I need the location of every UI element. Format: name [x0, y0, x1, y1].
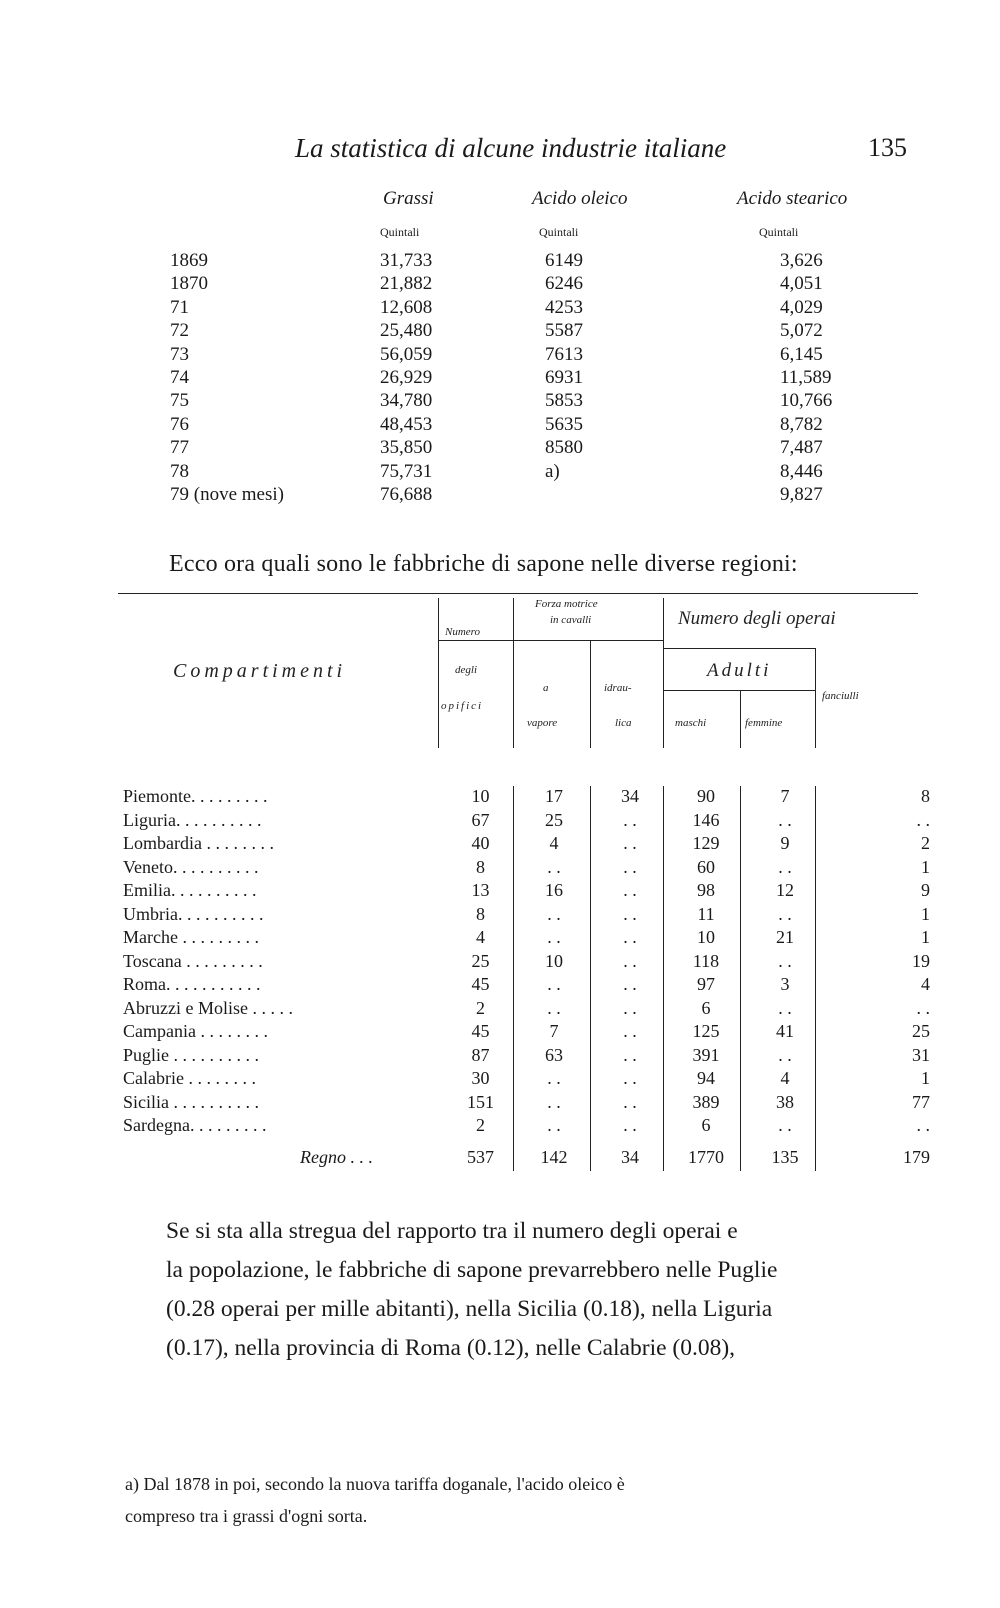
maschi-cell: 146: [692, 809, 720, 830]
grassi-cell: 76,688: [380, 484, 433, 505]
header-forza-2: in cavalli: [550, 614, 592, 626]
table2-vrule: [513, 598, 514, 748]
stearico-cell: 11,589: [780, 367, 832, 388]
grassi-cell: 34,780: [380, 390, 433, 412]
idraulica-cell: . .: [623, 903, 637, 924]
opifici-cell: 4: [476, 927, 485, 947]
maschi-cell: 129: [692, 833, 720, 853]
idraulica-cell: . .: [623, 809, 637, 830]
fanciulli-cell: 2: [921, 833, 930, 853]
year-cell: 77: [170, 437, 189, 459]
maschi-cell: 6: [701, 997, 711, 1018]
oleico-cell: 4253: [545, 296, 583, 318]
femmine-cell: . .: [778, 997, 792, 1018]
grassi-cell: 35,850: [380, 437, 433, 459]
vapore-cell: . .: [547, 903, 561, 924]
table2-row: [0, 857, 1000, 881]
vapore-cell: . .: [547, 1115, 561, 1135]
table2-rule: [663, 648, 815, 649]
table2-row: [0, 880, 1000, 904]
vapore-cell: . .: [547, 856, 561, 877]
table2-body-vrule: [663, 786, 664, 1171]
region-name: Sicilia . . . . . . . . . .: [123, 1091, 259, 1112]
table2-row: [0, 1021, 1000, 1045]
opifici-cell: 25: [471, 950, 490, 971]
header-forza-1: Forza motrice: [535, 598, 598, 610]
region-name: Puglie . . . . . . . . . .: [123, 1044, 260, 1065]
year-cell: 76: [170, 413, 189, 435]
maschi-cell: 6: [701, 1115, 711, 1135]
table2-row: [0, 833, 1000, 857]
year-cell: 72: [170, 320, 189, 342]
header-femmine: femmine: [745, 717, 783, 729]
year-cell: 75: [170, 390, 189, 412]
table2-vrule: [815, 648, 816, 748]
header-numero-2: degli: [455, 664, 477, 676]
opifici-cell: 67: [471, 809, 490, 830]
header-numero-3: opifici: [441, 700, 484, 712]
region-name: Emilia. . . . . . . . . .: [123, 880, 257, 900]
vapore-cell: 10: [545, 950, 563, 971]
region-name: Regno . . .: [300, 1147, 373, 1167]
header-vapore-1: a: [543, 682, 549, 694]
footnote-line: a) Dal 1878 in poi, secondo la nuova tariffa doganale, l'acido oleico è: [125, 1474, 625, 1494]
idraulica-cell: . .: [623, 1068, 637, 1088]
stearico-cell: 4,029: [780, 296, 823, 318]
fanciulli-cell: 9: [921, 880, 930, 900]
fanciulli-cell: 4: [921, 974, 930, 994]
idraulica-cell: . .: [623, 1021, 637, 1041]
region-name: Calabrie . . . . . . . .: [123, 1068, 256, 1088]
maschi-cell: 118: [692, 950, 720, 971]
table2-row: [0, 1092, 1000, 1116]
fanciulli-cell: 179: [903, 1147, 930, 1167]
femmine-cell: . .: [778, 903, 792, 924]
vapore-cell: 142: [540, 1147, 568, 1167]
grassi-cell: 12,608: [380, 296, 433, 318]
table2-row: [0, 810, 1000, 834]
running-header-title: La statistica di alcune industrie italiane: [295, 133, 727, 163]
table2-row: [0, 927, 1000, 951]
maschi-cell: 60: [697, 856, 715, 877]
maschi-cell: 389: [692, 1091, 720, 1112]
opifici-cell: 537: [467, 1147, 494, 1167]
year-cell: 74: [170, 367, 189, 388]
vapore-cell: 7: [549, 1021, 559, 1041]
opifici-cell: 87: [471, 1044, 490, 1065]
unit-grassi: Quintali: [380, 225, 420, 239]
opifici-cell: 45: [471, 1021, 490, 1041]
intro-sentence: Ecco ora quali sono le fabbriche di sapone nelle diverse regioni:: [169, 551, 798, 577]
grassi-cell: 31,733: [380, 250, 433, 271]
fanciulli-cell: 77: [912, 1091, 930, 1112]
paragraph-line: la popolazione, le fabbriche di sapone prevarrebbero nelle Puglie: [166, 1257, 778, 1283]
femmine-cell: 9: [780, 833, 790, 853]
opifici-cell: 2: [476, 1115, 485, 1135]
table2-row: [0, 1115, 1000, 1139]
region-name: Liguria. . . . . . . . . .: [123, 809, 262, 830]
fanciulli-cell: 19: [912, 950, 930, 971]
vapore-cell: 25: [545, 809, 563, 830]
stearico-cell: 10,766: [780, 390, 833, 412]
femmine-cell: . .: [778, 1044, 792, 1065]
femmine-cell: . .: [778, 856, 792, 877]
region-name: Toscana . . . . . . . . .: [123, 950, 263, 971]
oleico-cell: a): [545, 460, 560, 482]
region-name: Piemonte. . . . . . . . .: [123, 786, 268, 806]
table2-vrule: [663, 598, 664, 748]
region-name: Umbria. . . . . . . . . .: [123, 903, 264, 924]
table2-row: [0, 1068, 1000, 1092]
col-header-acido-stearico: Acido stearico: [737, 188, 848, 209]
fanciulli-cell: 1: [921, 856, 930, 877]
header-numero-1: Numero: [445, 626, 481, 638]
table2-row: [0, 1045, 1000, 1069]
grassi-cell: 48,453: [380, 413, 433, 435]
opifici-cell: 45: [471, 974, 490, 994]
idraulica-cell: 34: [621, 786, 639, 806]
header-idraulica-2: lica: [615, 717, 632, 729]
header-idraulica-1: idrau-: [604, 682, 632, 694]
table1-row: [0, 250, 1000, 274]
oleico-cell: 6246: [545, 273, 583, 295]
year-cell: 78: [170, 460, 189, 482]
region-name: Sardegna. . . . . . . . .: [123, 1115, 267, 1135]
region-name: Lombardia . . . . . . . .: [123, 833, 274, 853]
stearico-cell: 7,487: [780, 437, 823, 459]
idraulica-cell: 34: [621, 1147, 639, 1167]
fanciulli-cell: 1: [921, 927, 930, 947]
grassi-cell: 56,059: [380, 343, 433, 365]
region-name: Abruzzi e Molise . . . . .: [123, 997, 293, 1018]
oleico-cell: 7613: [545, 343, 583, 365]
fanciulli-cell: 31: [912, 1044, 930, 1065]
header-maschi: maschi: [675, 717, 707, 729]
femmine-cell: 4: [780, 1068, 790, 1088]
maschi-cell: 90: [697, 786, 715, 806]
femmine-cell: 41: [776, 1021, 794, 1041]
maschi-cell: 11: [697, 903, 715, 924]
oleico-cell: 8580: [545, 437, 583, 459]
table1-row: [0, 320, 1000, 344]
footnote-line: compreso tra i grassi d'ogni sorta.: [125, 1506, 368, 1526]
opifici-cell: 30: [471, 1068, 490, 1088]
year-cell: 73: [170, 343, 189, 365]
stearico-cell: 4,051: [780, 273, 823, 295]
grassi-cell: 25,480: [380, 320, 433, 342]
idraulica-cell: . .: [623, 880, 637, 900]
fanciulli-cell: 8: [921, 786, 930, 806]
paragraph-line: (0.28 operai per mille abitanti), nella Sicilia (0.18), nella Liguria: [166, 1296, 773, 1322]
opifici-cell: 40: [471, 833, 490, 853]
year-cell: 1869: [170, 250, 208, 271]
femmine-cell: 12: [776, 880, 794, 900]
table1-row: [0, 344, 1000, 368]
opifici-cell: 13: [471, 880, 490, 900]
stearico-cell: 8,782: [780, 413, 823, 435]
femmine-cell: 7: [780, 786, 790, 806]
femmine-cell: 38: [776, 1091, 794, 1112]
table2-body-vrule: [590, 786, 591, 1171]
vapore-cell: 63: [545, 1044, 563, 1065]
femmine-cell: . .: [778, 950, 792, 971]
stearico-cell: 6,145: [780, 343, 823, 365]
fanciulli-cell: 25: [912, 1021, 930, 1041]
table1-row: [0, 461, 1000, 485]
femmine-cell: 21: [776, 927, 794, 947]
table1-row: [0, 437, 1000, 461]
table2-body-vrule: [513, 786, 514, 1171]
opifici-cell: 151: [467, 1091, 494, 1112]
fanciulli-cell: . .: [916, 1115, 930, 1135]
region-name: Campania . . . . . . . .: [123, 1021, 268, 1041]
stearico-cell: 9,827: [780, 484, 823, 505]
maschi-cell: 391: [692, 1044, 720, 1065]
year-cell: 71: [170, 296, 189, 318]
opifici-cell: 10: [471, 786, 490, 806]
stearico-cell: 5,072: [780, 320, 823, 342]
table2-vrule: [590, 640, 591, 748]
table1-row: [0, 390, 1000, 414]
idraulica-cell: . .: [623, 997, 637, 1018]
fanciulli-cell: 1: [921, 1068, 930, 1088]
table1-row: [0, 297, 1000, 321]
idraulica-cell: . .: [623, 950, 637, 971]
oleico-cell: 5587: [545, 320, 583, 342]
table2-rule: [513, 640, 663, 641]
region-name: Roma. . . . . . . . . . .: [123, 974, 261, 994]
table2-top-rule: [118, 593, 918, 594]
table1-row: [0, 414, 1000, 438]
page-number: 135: [868, 133, 907, 162]
header-numero-operai: Numero degli operai: [678, 608, 836, 629]
maschi-cell: 94: [697, 1068, 715, 1088]
vapore-cell: 16: [545, 880, 563, 900]
paragraph-line: (0.17), nella provincia di Roma (0.12), nelle Calabrie (0.08),: [166, 1335, 736, 1361]
header-fanciulli: fanciulli: [822, 690, 859, 702]
col-header-acido-oleico: Acido oleico: [532, 188, 628, 209]
grassi-cell: 75,731: [380, 460, 433, 482]
oleico-cell: 5635: [545, 413, 583, 435]
table1-row: [0, 484, 1000, 508]
grassi-cell: 21,882: [380, 273, 433, 295]
header-adulti: Adulti: [707, 660, 772, 681]
body-paragraph: [166, 1212, 926, 1368]
table1-row: [0, 273, 1000, 297]
grassi-cell: 26,929: [380, 367, 433, 388]
col-header-grassi: Grassi: [383, 188, 434, 209]
stearico-cell: 3,626: [780, 250, 823, 271]
table2-rule: [438, 640, 513, 641]
idraulica-cell: . .: [623, 1091, 637, 1112]
table2-vrule: [438, 598, 439, 748]
maschi-cell: 98: [697, 880, 715, 900]
oleico-cell: 5853: [545, 390, 583, 412]
fanciulli-cell: . .: [916, 997, 930, 1018]
unit-acido-oleico: Quintali: [539, 225, 579, 239]
idraulica-cell: . .: [623, 856, 637, 877]
vapore-cell: . .: [547, 927, 561, 947]
opifici-cell: 8: [476, 903, 485, 924]
vapore-cell: . .: [547, 1068, 561, 1088]
vapore-cell: . .: [547, 974, 561, 994]
vapore-cell: 4: [549, 833, 559, 853]
unit-acido-stearico: Quintali: [759, 225, 799, 239]
opifici-cell: 8: [476, 856, 485, 877]
femmine-cell: . .: [778, 1115, 792, 1135]
table2-body-vrule: [740, 786, 741, 1171]
vapore-cell: . .: [547, 997, 561, 1018]
table2-total-row: [0, 1147, 1000, 1171]
table2-row: [0, 951, 1000, 975]
idraulica-cell: . .: [623, 974, 637, 994]
table1-row: [0, 367, 1000, 391]
maschi-cell: 125: [692, 1021, 720, 1041]
table2-row: [0, 998, 1000, 1022]
table2-row: [0, 904, 1000, 928]
oleico-cell: 6931: [545, 367, 583, 388]
fanciulli-cell: . .: [916, 809, 930, 830]
header-vapore-2: vapore: [527, 717, 558, 729]
maschi-cell: 10: [697, 927, 715, 947]
opifici-cell: 2: [476, 997, 485, 1018]
idraulica-cell: . .: [623, 1044, 637, 1065]
idraulica-cell: . .: [623, 1115, 637, 1135]
femmine-cell: 135: [771, 1147, 799, 1167]
oleico-cell: 6149: [545, 250, 583, 271]
region-name: Veneto. . . . . . . . . .: [123, 856, 259, 877]
table2-rule: [663, 690, 815, 691]
maschi-cell: 1770: [688, 1147, 724, 1167]
vapore-cell: 17: [545, 786, 563, 806]
vapore-cell: . .: [547, 1091, 561, 1112]
fanciulli-cell: 1: [921, 903, 930, 924]
table2-vrule: [740, 690, 741, 748]
table2-row: [0, 786, 1000, 810]
idraulica-cell: . .: [623, 927, 637, 947]
table2-row: [0, 974, 1000, 998]
region-name: Marche . . . . . . . . .: [123, 927, 259, 947]
table2-body-vrule: [815, 786, 816, 1171]
idraulica-cell: . .: [623, 833, 637, 853]
year-cell: 79 (nove mesi): [170, 484, 284, 505]
year-cell: 1870: [170, 273, 208, 295]
maschi-cell: 97: [697, 974, 715, 994]
stearico-cell: 8,446: [780, 460, 823, 482]
header-compartimenti: Compartimenti: [173, 660, 347, 682]
footnote: [125, 1468, 925, 1532]
paragraph-line: Se si sta alla stregua del rapporto tra il numero degli operai e: [166, 1218, 738, 1244]
femmine-cell: . .: [778, 809, 792, 830]
femmine-cell: 3: [780, 974, 790, 994]
